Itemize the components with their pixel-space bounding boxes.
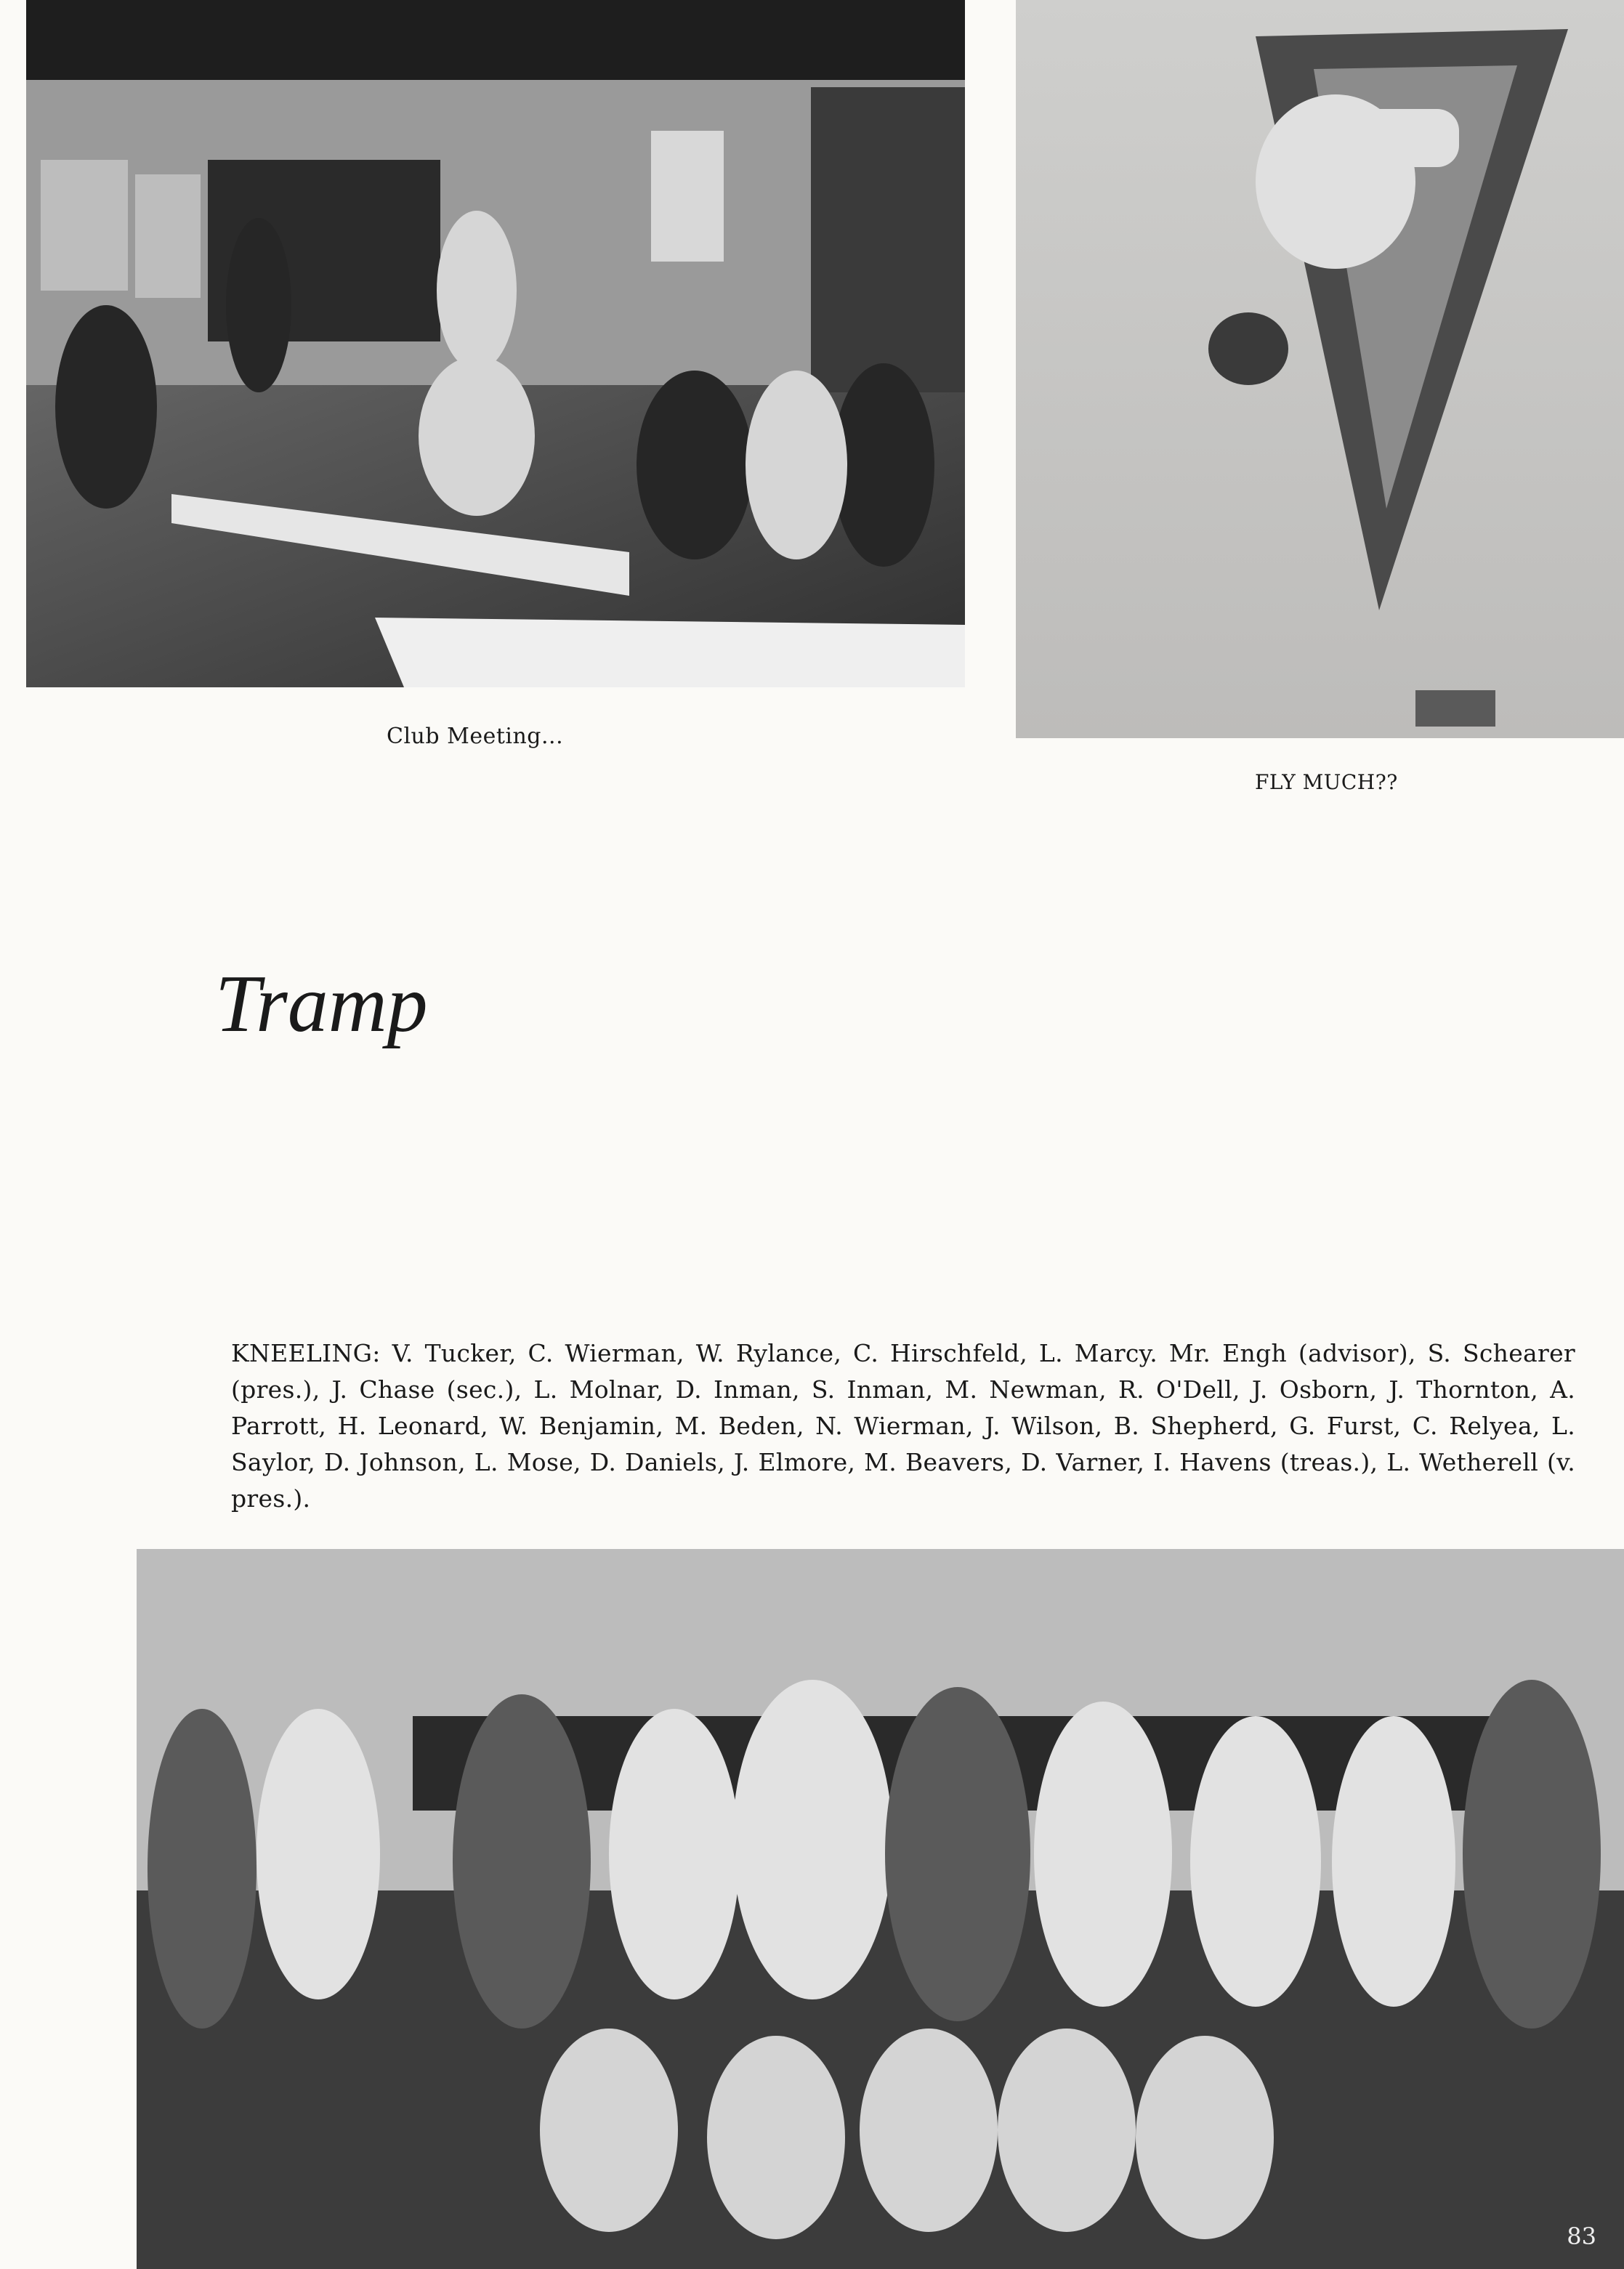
fly-much-photo — [1016, 0, 1624, 738]
club-meeting-caption: Club Meeting... — [387, 724, 564, 749]
pennant-illustration — [1016, 0, 1624, 738]
club-meeting-illustration — [26, 0, 965, 687]
group-photo — [137, 1549, 1624, 2269]
section-title: Tramp — [215, 959, 428, 1049]
page-number: 83 — [1567, 2223, 1596, 2250]
group-illustration — [137, 1549, 1624, 2269]
member-roster: KNEELING: V. Tucker, C. Wierman, W. Rylance, C. Hirschfeld, L. Marcy. Mr. Engh (advisor), S. Schearer (pres.), J. Chase (sec.), L. Molnar, D. Inman, S. Inman, M. Newman, R. O'Dell, J. Osborn, J. Thornton, A. Parrott, H. Leonard, W. Benjamin, M. Beden, N. Wierman, J. Wilson, B. Shepherd, G. Furst, C. Relyea, L. Saylor, D. Johnson, L. Mose, D. Daniels, J. Elmore, M. Beavers, D. Varner, I. Havens (treas.), L. Wetherell (v. pres.). — [231, 1339, 1575, 1513]
club-meeting-photo — [26, 0, 965, 687]
fly-much-caption: FLY MUCH?? — [1255, 770, 1398, 794]
